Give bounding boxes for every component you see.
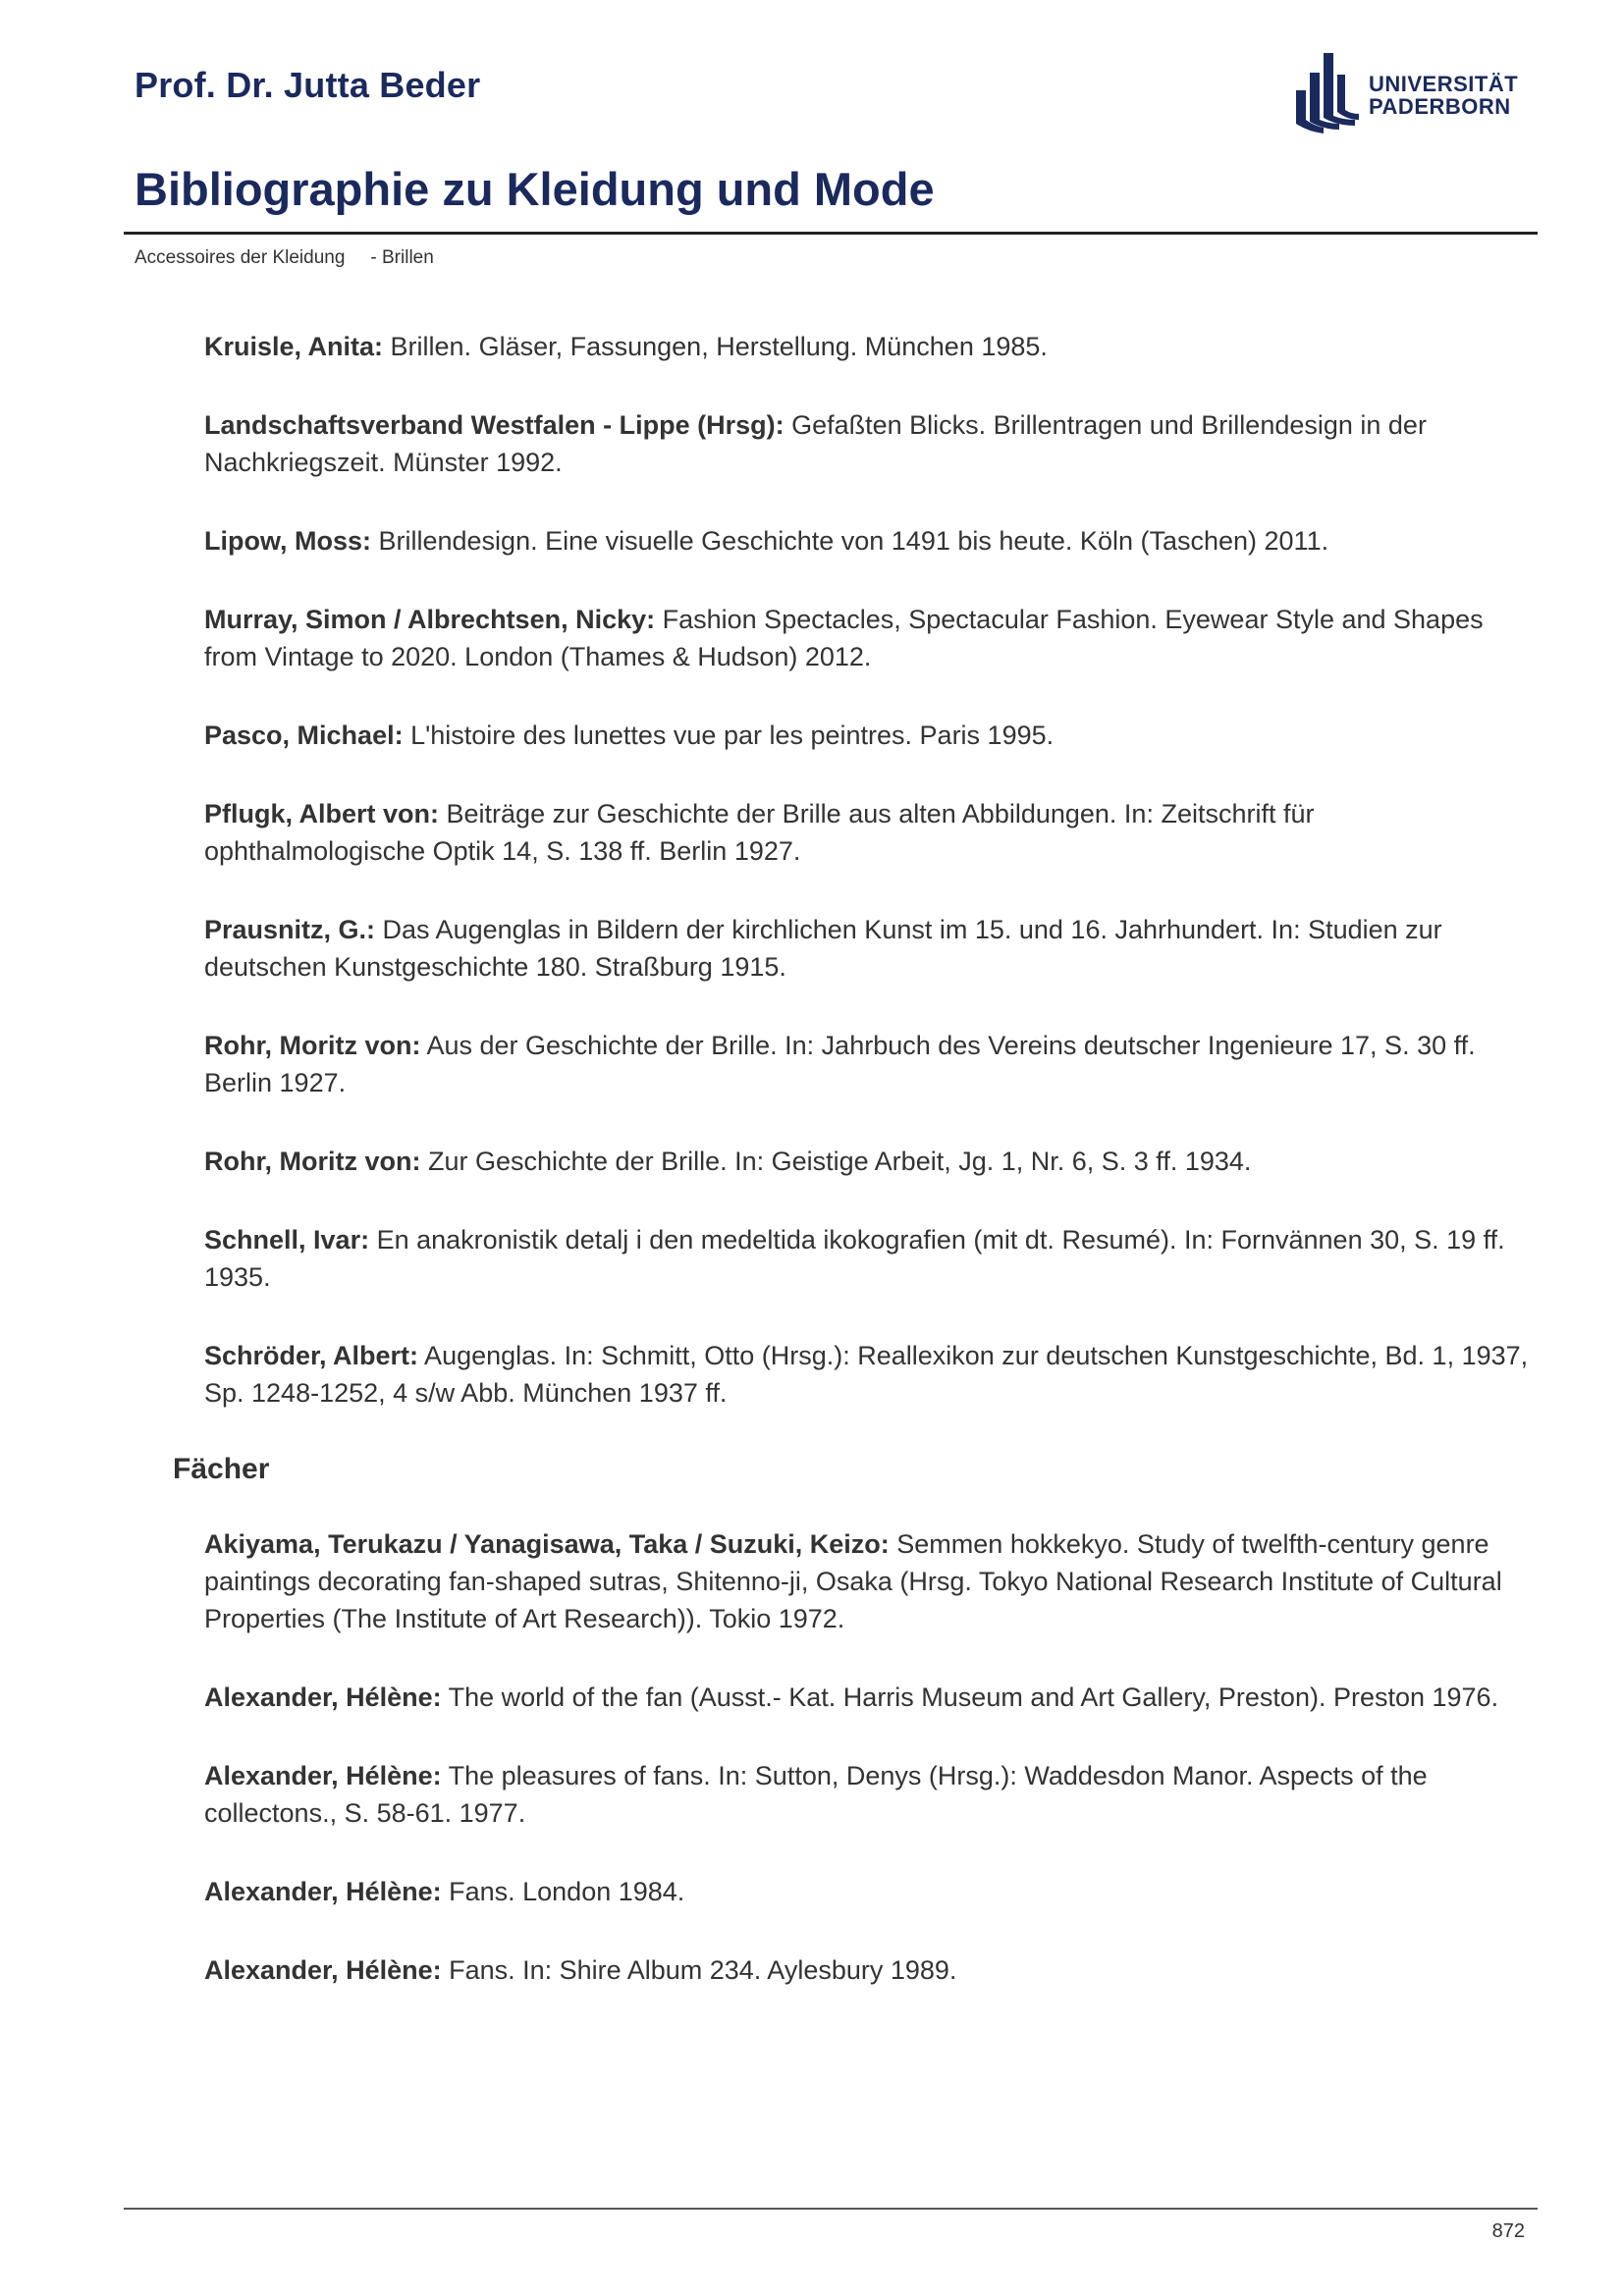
entry-text: Gefaßten Blicks. Brillentragen und Brillendesign in der Nachkriegszeit. Münster 1992.	[204, 410, 1427, 477]
entry-text: Aus der Geschichte der Brille. In: Jahrbuch des Vereins deutscher Ingenieure 17, S. 30 ff. Berlin 1927.	[204, 1031, 1476, 1097]
entry-author: Landschaftsverband Westfalen - Lippe (Hrsg):	[204, 410, 784, 440]
bibliography-entry	[204, 1337, 1530, 1412]
faecher-entries	[204, 1525, 1530, 1989]
header-divider	[124, 232, 1538, 235]
entry-text: En anakronistik detalj i den medeltida ikokografien (mit dt. Resumé). In: Fornvännen 30, S. 19 ff. 1935.	[204, 1225, 1505, 1292]
entry-author: Alexander, Hélène:	[204, 1682, 442, 1712]
entry-author: Rohr, Moritz von:	[204, 1031, 421, 1060]
entry-author: Alexander, Hélène:	[204, 1955, 442, 1985]
bibliography-entry	[204, 1221, 1530, 1296]
bibliography-content	[173, 328, 1530, 2030]
bibliography-entry	[204, 522, 1530, 560]
entry-text: Semmen hokkekyo. Study of twelfth-century genre paintings decorating fan-shaped sutras, Shitenno-ji, Osaka (Hrsg. Tokyo National Research Institute of Cultural Properties (The Institute of Art Research)). Tokio 1972.	[204, 1529, 1502, 1633]
bibliography-entry	[204, 1757, 1530, 1832]
entry-text: Brillendesign. Eine visuelle Geschichte von 1491 bis heute. Köln (Taschen) 2011.	[371, 526, 1329, 556]
brillen-entries	[204, 328, 1530, 1412]
entry-text: The pleasures of fans. In: Sutton, Denys (Hrsg.): Waddesdon Manor. Aspects of the collectons., S. 58-61. 1977.	[204, 1761, 1428, 1828]
entry-author: Pflugk, Albert von:	[204, 799, 440, 828]
breadcrumb-part-2: - Brillen	[370, 247, 434, 268]
bibliography-entry	[204, 601, 1530, 675]
entry-text: Augenglas. In: Schmitt, Otto (Hrsg.): Reallexikon zur deutschen Kunstgeschichte, Bd. 1, 1937, Sp. 1248-1252, 4 s/w Abb. München 1937 ff.	[204, 1341, 1529, 1408]
entry-author: Kruisle, Anita:	[204, 332, 384, 361]
entry-author: Akiyama, Terukazu / Yanagisawa, Taka / Suzuki, Keizo:	[204, 1529, 890, 1559]
breadcrumb-part-1: Accessoires der Kleidung	[135, 247, 346, 268]
entry-author: Alexander, Hélène:	[204, 1877, 442, 1906]
author-name: Prof. Dr. Jutta Beder	[135, 65, 481, 105]
entry-text: Das Augenglas in Bildern der kirchlichen Kunst im 15. und 16. Jahrhundert. In: Studien zur deutschen Kunstgeschichte 180. Straßburg 1915.	[204, 915, 1442, 982]
footer-divider	[124, 2208, 1538, 2210]
university-logo	[1294, 51, 1520, 133]
bibliography-entry	[204, 1679, 1530, 1716]
bibliography-entry	[204, 1525, 1530, 1637]
entry-author: Schnell, Ivar:	[204, 1225, 370, 1255]
bibliography-entry	[204, 911, 1530, 986]
entry-text: The world of the fan (Ausst.- Kat. Harris Museum and Art Gallery, Preston). Preston 1976.	[441, 1682, 1499, 1712]
entry-text: L'histoire des lunettes vue par les peintres. Paris 1995.	[403, 721, 1055, 750]
entry-author: Schröder, Albert:	[204, 1341, 419, 1370]
bibliography-entry	[204, 717, 1530, 754]
section-heading-faecher: Fächer	[173, 1453, 270, 1485]
logo-line-2: PADERBORN	[1369, 94, 1511, 119]
entry-author: Lipow, Moss:	[204, 526, 371, 556]
entry-author: Rohr, Moritz von:	[204, 1147, 421, 1176]
bibliography-entry	[204, 328, 1530, 365]
page-number: 872	[1491, 2220, 1525, 2242]
bibliography-entry	[204, 406, 1530, 481]
entry-text: Fashion Spectacles, Spectacular Fashion. Eyewear Style and Shapes from Vintage to 2020. London (Thames & Hudson) 2012.	[204, 605, 1484, 671]
entry-author: Murray, Simon / Albrechtsen, Nicky:	[204, 605, 656, 634]
bibliography-entry	[204, 1951, 1530, 1989]
entry-author: Alexander, Hélène:	[204, 1761, 442, 1790]
entry-text: Fans. London 1984.	[441, 1877, 685, 1906]
bibliography-entry	[204, 1873, 1530, 1910]
entry-text: Beiträge zur Geschichte der Brille aus alten Abbildungen. In: Zeitschrift für ophthalmologische Optik 14, S. 138 ff. Berlin 1927.	[204, 799, 1315, 866]
entry-author: Pasco, Michael:	[204, 721, 404, 750]
entry-text: Zur Geschichte der Brille. In: Geistige Arbeit, Jg. 1, Nr. 6, S. 3 ff. 1934.	[420, 1147, 1252, 1176]
bibliography-entry	[204, 795, 1530, 870]
entry-text: Brillen. Gläser, Fassungen, Herstellung. München 1985.	[383, 332, 1048, 361]
university-logo-icon	[1294, 51, 1363, 133]
entry-author: Prausnitz, G.:	[204, 915, 376, 944]
page-title: Bibliographie zu Kleidung und Mode	[135, 163, 935, 215]
logo-line-1: UNIVERSITÄT	[1369, 72, 1519, 96]
bibliography-entry	[204, 1143, 1530, 1180]
bibliography-entry	[204, 1027, 1530, 1101]
breadcrumb	[135, 247, 434, 269]
entry-text: Fans. In: Shire Album 234. Aylesbury 1989.	[441, 1955, 957, 1985]
